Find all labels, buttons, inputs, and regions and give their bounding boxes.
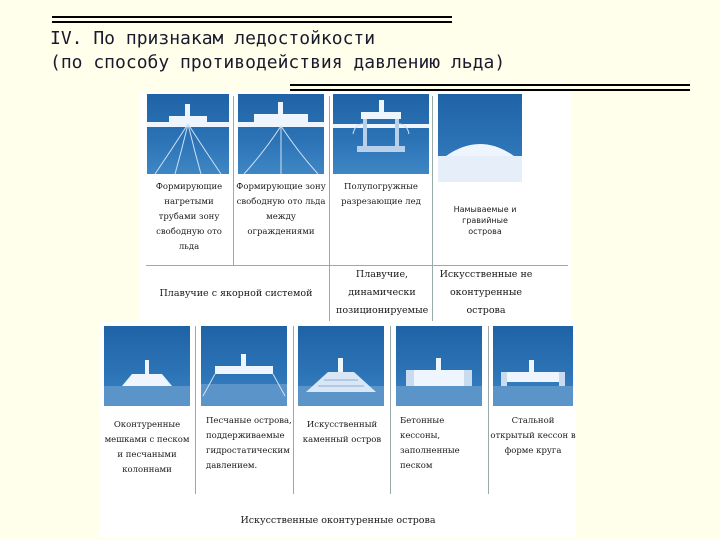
caption-concrete-caisson: Бетонные кессоны, заполненные песком: [400, 416, 460, 471]
header-rule-top-2: [52, 21, 452, 23]
scene-concrete-caisson: [396, 326, 482, 406]
caption-steel-caisson: Стальной открытый кессон в форме круга: [490, 416, 576, 456]
divider: [233, 96, 234, 266]
sandbag-island-shape: [104, 326, 190, 406]
scene-steel-caisson: [493, 326, 573, 406]
header-rule-top-1: [52, 16, 452, 18]
rock-island-shape: [298, 326, 384, 406]
group-label-dynamic: Плавучие, динамически позиционируемые: [336, 269, 429, 316]
caption-rock-island: Искусственный каменный остров: [302, 420, 382, 445]
scene-rock-island: [298, 326, 384, 406]
slide-subtitle: (по способу противодействия давлению льда): [50, 52, 506, 73]
divider: [488, 326, 489, 494]
scene-dredged-island: [438, 94, 522, 182]
scene-barriers: [238, 94, 324, 174]
caption-barriers: Формирующие зону свободную ото льда между ограждениями: [236, 182, 326, 237]
caption-semi-submersible: Полупогружные разрезающие лед: [341, 182, 421, 207]
group-label-anchored: Плавучие с якорной системой: [159, 288, 313, 299]
scene-sand-island: [201, 326, 287, 406]
footer-label-artificial-contoured: Искусственные оконтуренные острова: [240, 515, 436, 526]
divider: [329, 96, 330, 321]
heated-pipes-lines: [147, 94, 229, 174]
header-rule-bottom-1: [290, 84, 690, 86]
caption-dredged-gravel-islands: Намываемые и гравийные острова: [453, 205, 517, 236]
semi-submersible-legs: [333, 94, 429, 174]
header-rule-bottom-2: [290, 89, 690, 91]
steel-caisson-shape: [493, 326, 573, 406]
sand-island-shape: [201, 326, 287, 406]
divider: [390, 326, 391, 494]
divider: [293, 326, 294, 494]
scene-sandbag-island: [104, 326, 190, 406]
group-label-artificial-open: Искусственные не оконтуренные острова: [439, 269, 533, 316]
slide-title: IV. По признакам ледостойкости: [50, 28, 376, 49]
divider: [432, 96, 433, 321]
barrier-lines: [238, 94, 324, 174]
caption-heated-pipes: Формирующие нагретыми трубами зону свободную ото льда: [155, 182, 223, 252]
scene-semi-submersible: [333, 94, 429, 174]
concrete-caisson-shape: [396, 326, 482, 406]
island-mound: [438, 94, 522, 182]
divider: [195, 326, 196, 494]
scene-heated-pipes: [147, 94, 229, 174]
caption-sandbag-island: Оконтуренные мешками с песком и песчаными колоннами: [104, 420, 190, 475]
caption-sand-island: Песчаные острова, поддерживаемые гидростатическим давлением.: [206, 416, 292, 471]
